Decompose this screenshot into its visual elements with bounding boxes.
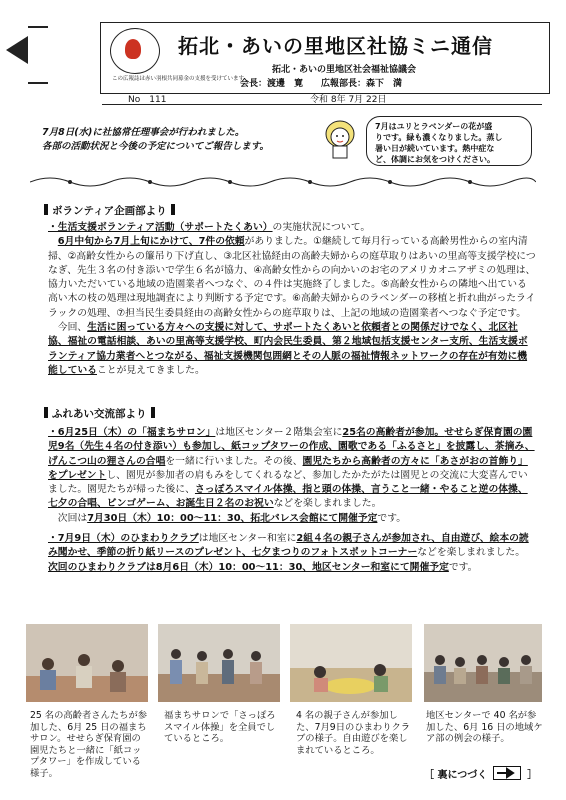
photo-caption: 4 名の親子さんが参加した、7月9日のひまわりクラブの様子。自由遊びを楽しまれているところ。: [296, 710, 411, 756]
staff-names: 会長：渡邊 寛 広報部長：森下 満: [240, 79, 403, 89]
photo-salon-exercise: [158, 624, 280, 702]
speech-bubble: [366, 116, 532, 166]
photo-care-meeting: [424, 624, 542, 702]
girl-illustration-icon: [322, 118, 358, 160]
section-heading-volunteer: ボランティア企画部より: [40, 203, 179, 218]
page-title: 拓北・あいの里地区社協ミニ通信: [178, 34, 493, 58]
intro-line: 各部の活動状況と今後の予定についてご報告します。: [42, 141, 270, 152]
funding-note: この広報誌は赤い羽根共同募金の支援を受けています: [112, 76, 245, 82]
bubble-line: ど、体調にお気をつけください。: [375, 155, 495, 164]
exchange-body: ・6月25日（木）の「福まちサロン」は地区センター２階集会室に25名の高齢者が参加。せせらぎ保育園の園児9名（先生４名の付き添い）も参加し、紙コップタワーの作成、園歌である「ふるさと」を披露し、茶摘み、げんこつ山の狸さんの合唱を一緒に行いました。その後、園児たちから高齢者の方々に「あさがおの首飾り」をプレゼントし、園児が参加者の肩もみをしてくれるなど、参加したかたがたは園児との交流に大変喜んでいました。園児たちが帰った後に、さっぽろスマイル体操、指と頭の体操、言うこと一緒・やること逆の体操、七夕の合唱、ビンゴゲーム、お誕生日２名のお祝いなどを楽しまれました。 次回は7月30日（木）10：00～11：30、拓北パレス会館にて開催予定です。 ・7月9日（木）のひまわりクラブは地区センター和室に2組４名の親子さんが参加され、自由遊び、絵本の読み聞かせ、季節の折り紙リースのプレゼント、七夕まつりのフォトスポットコーナーなどを楽しまれました。 次回のひまわりクラブは8月6日（木）10：00～11：30、地区センター和室にて開催予定です。: [48, 427, 535, 573]
photo-caption: 地区センターで 40 名が参加した、6月 16 日の地域ケア部の例会の様子。: [426, 710, 543, 744]
org-name: 拓北・あいの里地区社会福祉協議会: [272, 65, 417, 75]
photo-caption: 25 名の高齢者さんたちが参加した、6月 25 日の福まちサロン。せせらぎ保育園の園児たちと一緒に「紙コップタワー」を作成している様子。: [30, 710, 148, 779]
photo-salon-paper-cup: [26, 624, 148, 702]
volunteer-body: ・生活支援ボランティア活動（サポートたくあい）の実施状況について。 6月中旬から7月上旬にかけて、7件の依頼がありました。①継続して毎月行っている高齢男性からの室内清掃、②高齢女性からの簾吊り下げ直し、③北区社協経由の高齢夫婦からの庭草取りはあいの里高等支援学校につなぎ、先生３名の付き添いで学生６名が協力、④高齢女性からの向かいのお宅のアメリカオニアザミの処理は、協力いただいている地域の造園業者へつなぐ、の４件は実施終了しました。⑤高齢女性からの隣地へ出ている高い木の枝の処理は現地調査により判断する予定です。⑥高齢夫婦からのラベンダーの移植と折れ曲がったライラックの処理、⑦担当民生委員経由の高齢女性からの庭草取りは、上記の地域の造園業者へつなぐ予定です。 今回、生活に困っている方々への支援に対して、サポートたくあいと依頼者との関係だけでなく、北区社協、福祉の電話相談、あいの里高等支援学校、町内会民生委員、第２地域包括支援センター支所、生活支援ボランティア協力業者へとつながる、福祉支援機関包囲網とその人脈の福祉情報ネットワークの存在が有効に機能していることが見えてきました。: [48, 222, 536, 376]
decorative-divider: [30, 174, 536, 188]
issue-number: No 111: [128, 95, 167, 105]
section-heading-exchange: ふれあい交流部より: [40, 406, 159, 421]
bubble-line: りです。緑も濃くなりました。蒸し: [375, 133, 503, 142]
issue-date: 令和 8年 7月 22日: [310, 95, 387, 105]
bubble-line: 暑い日が続いています。熱中症な: [375, 144, 495, 153]
bubble-line: 7月はユリとラベンダーの花が盛: [375, 122, 493, 131]
pennant-icon: [28, 26, 48, 84]
arrow-right-icon: [493, 766, 521, 780]
photo-himawari-club: [290, 624, 412, 702]
intro-text: [42, 126, 292, 154]
intro-line: 7月8日(水)に社協常任理事会が行われました。: [42, 127, 245, 138]
logo: [110, 28, 160, 74]
continued-label: ［ 裏につづく ］: [424, 766, 537, 781]
photo-caption: 福まちサロンで「さっぽろスマイル体操」を全員でしているところ。: [164, 710, 276, 744]
header-rule: [102, 104, 542, 105]
